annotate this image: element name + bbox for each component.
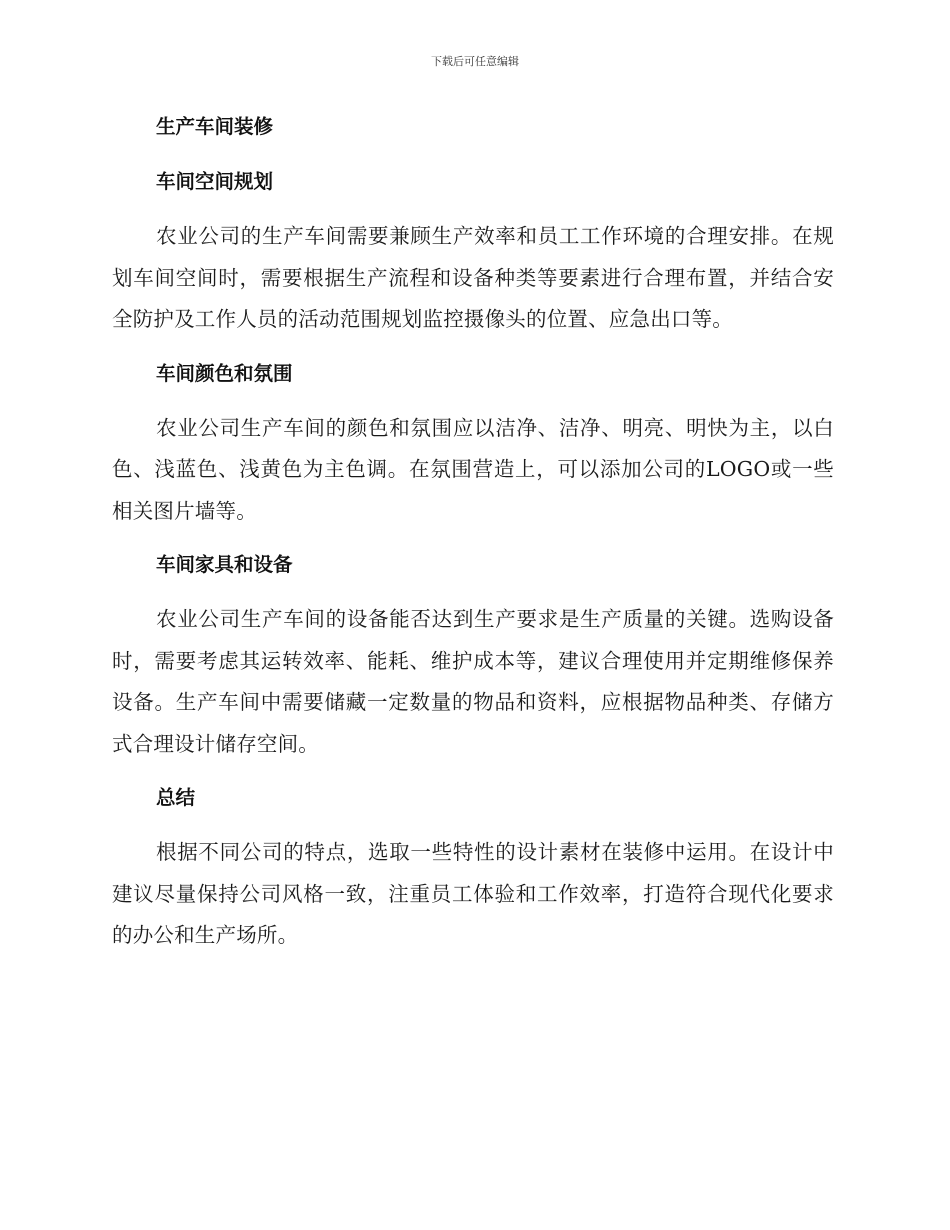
section-body-color-atmosphere: 农业公司生产车间的颜色和氛围应以洁净、洁净、明亮、明快为主，以白色、浅蓝色、浅黄色为主色调。在氛围营造上，可以添加公司的LOGO或一些相关图片墙等。: [112, 415, 834, 523]
section-body-summary: 根据不同公司的特点，选取一些特性的设计素材在装修中运用。在设计中建议尽量保持公司风格一致，注重员工体验和工作效率，打造符合现代化要求的办公和生产场所。: [112, 840, 834, 947]
document-title: 生产车间装修: [156, 115, 274, 138]
page-header: 下载后可任意编辑: [431, 55, 519, 68]
section-heading-summary: 总结: [156, 786, 196, 809]
section-heading-color-atmosphere: 车间颜色和氛围: [156, 361, 293, 385]
section-body-space-planning: 农业公司的生产车间需要兼顾生产效率和员工工作环境的合理安排。在规划车间空间时，需要根据生产流程和设备种类等要素进行合理布置，并结合安全防护及工作人员的活动范围规划监控摄像头的位置、应急出口等。: [112, 224, 834, 331]
document-body: [112, 108, 834, 971]
section-heading-furniture-equipment: 车间家具和设备: [156, 553, 293, 576]
section-heading-space-planning: 车间空间规划: [156, 170, 274, 193]
section-body-furniture-equipment: 农业公司生产车间的设备能否达到生产要求是生产质量的关键。选购设备时，需要考虑其运转效率、能耗、维护成本等，建议合理使用并定期维修保养设备。生产车间中需要储藏一定数量的物品和资料，应根据物品种类、存储方式合理设计储存空间。: [112, 607, 834, 756]
